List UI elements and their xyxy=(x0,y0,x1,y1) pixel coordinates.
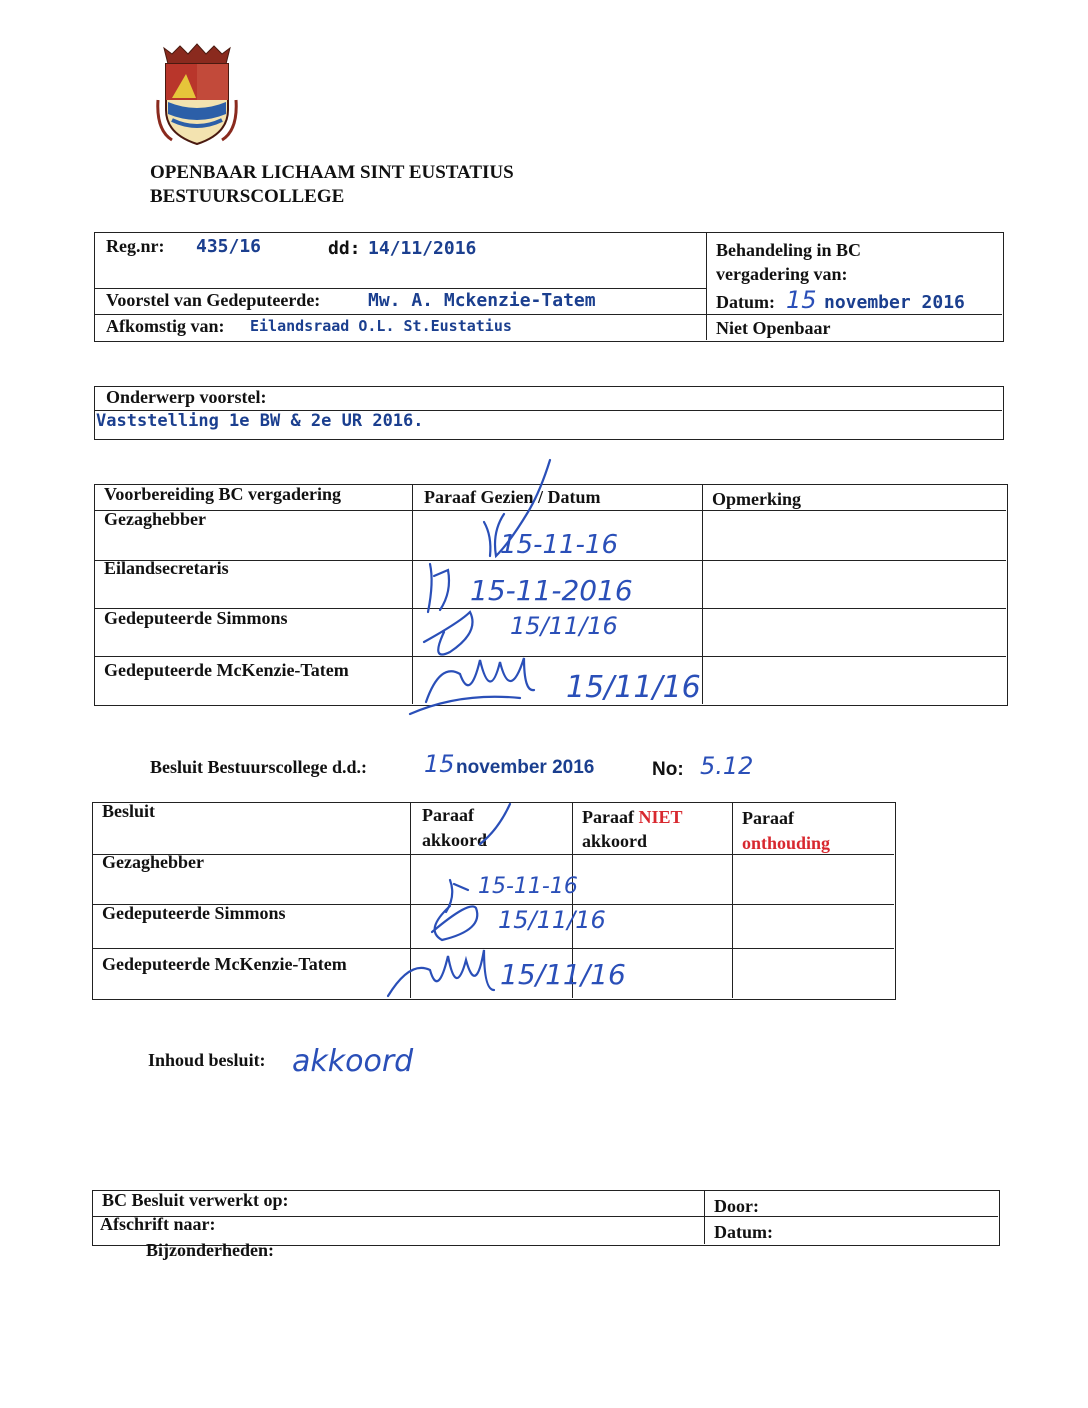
paraaf-niet-header-2: akkoord xyxy=(582,831,648,851)
door-label: Door: xyxy=(714,1196,759,1216)
handwritten-paraaf: 15/11/16 xyxy=(510,612,618,640)
paraaf-niet-header-1: Paraaf NIET xyxy=(582,807,683,827)
besluit-date: november 2016 xyxy=(456,757,595,778)
table-row-label: Gedeputeerde McKenzie-Tatem xyxy=(102,954,347,974)
afkomstig-value: Eilandsraad O.L. St.Eustatius xyxy=(250,317,512,335)
behandeling-label-1: Behandeling in BC xyxy=(716,240,862,260)
besluit-no-value: 5.12 xyxy=(700,752,754,780)
opmerking-header: Opmerking xyxy=(712,489,802,509)
regnr-value: 435/16 xyxy=(196,236,262,257)
regnr-label: Reg.nr: xyxy=(106,236,165,256)
handwritten-paraaf: 15/11/16 xyxy=(500,958,626,991)
inhoud-besluit-label: Inhoud besluit: xyxy=(148,1050,266,1070)
datum-label: Datum: xyxy=(716,292,775,312)
signature-scribbles xyxy=(400,452,690,722)
datum-handwritten-day: 15 xyxy=(786,286,817,314)
besluit-no-label: No: xyxy=(652,759,684,780)
handwritten-paraaf: 15-11-2016 xyxy=(470,574,633,607)
onthouding-red-text: onthouding xyxy=(742,833,831,853)
table-row-label: Gezaghebber xyxy=(102,852,204,872)
voorbereiding-header: Voorbereiding BC vergadering xyxy=(104,484,341,504)
afschrift-label: Afschrift naar: xyxy=(100,1214,216,1234)
handwritten-paraaf: 15-11-16 xyxy=(478,874,578,899)
niet-red-text: NIET xyxy=(638,807,683,827)
coat-of-arms-logo xyxy=(152,40,242,150)
afkomstig-label: Afkomstig van: xyxy=(106,316,225,336)
besluit-header: Besluit xyxy=(102,801,156,821)
dd-value: 14/11/2016 xyxy=(368,238,477,259)
inhoud-besluit-value: akkoord xyxy=(292,1044,414,1079)
paraaf-akkoord-header-1: Paraaf xyxy=(422,805,474,825)
besluit-bc-label: Besluit Bestuurscollege d.d.: xyxy=(150,757,368,777)
table-row-label: Gedeputeerde Simmons xyxy=(102,903,286,923)
paraaf-akkoord-header-2: akkoord xyxy=(422,830,488,850)
dd-label: dd: xyxy=(328,238,361,259)
verwerkt-label: BC Besluit verwerkt op: xyxy=(102,1190,289,1210)
table-row-label: Gezaghebber xyxy=(104,509,206,529)
handwritten-paraaf: 15/11/16 xyxy=(566,670,701,705)
voorstel-label: Voorstel van Gedeputeerde: xyxy=(106,290,321,310)
handwritten-paraaf: 15-11-16 xyxy=(500,530,619,560)
organization-name: OPENBAAR LICHAAM SINT EUSTATIUS xyxy=(150,162,514,183)
niet-openbaar-label: Niet Openbaar xyxy=(716,318,831,338)
datum-value: november 2016 xyxy=(824,292,965,313)
paraaf-gezien-header: Paraaf Gezien / Datum xyxy=(424,487,601,507)
besluit-handwritten-day: 15 xyxy=(424,750,455,778)
voorstel-value: Mw. A. Mckenzie-Tatem xyxy=(368,290,596,311)
bijzonderheden-label: Bijzonderheden: xyxy=(146,1240,274,1260)
onderwerp-label: Onderwerp voorstel: xyxy=(106,387,267,407)
signature-scribbles xyxy=(380,800,580,1010)
table-row-label: Gedeputeerde Simmons xyxy=(104,608,288,628)
handwritten-paraaf: 15/11/16 xyxy=(498,906,606,934)
footer-datum-label: Datum: xyxy=(714,1222,773,1242)
organization-subtitle: BESTUURSCOLLEGE xyxy=(150,186,345,207)
onderwerp-value: Vaststelling 1e BW & 2e UR 2016. xyxy=(96,411,424,431)
table-row-label: Gedeputeerde McKenzie-Tatem xyxy=(104,660,349,680)
table-row-label: Eilandsecretaris xyxy=(104,558,229,578)
paraaf-onthouding-header-1: Paraaf xyxy=(742,808,794,828)
behandeling-label-2: vergadering van: xyxy=(716,264,848,284)
